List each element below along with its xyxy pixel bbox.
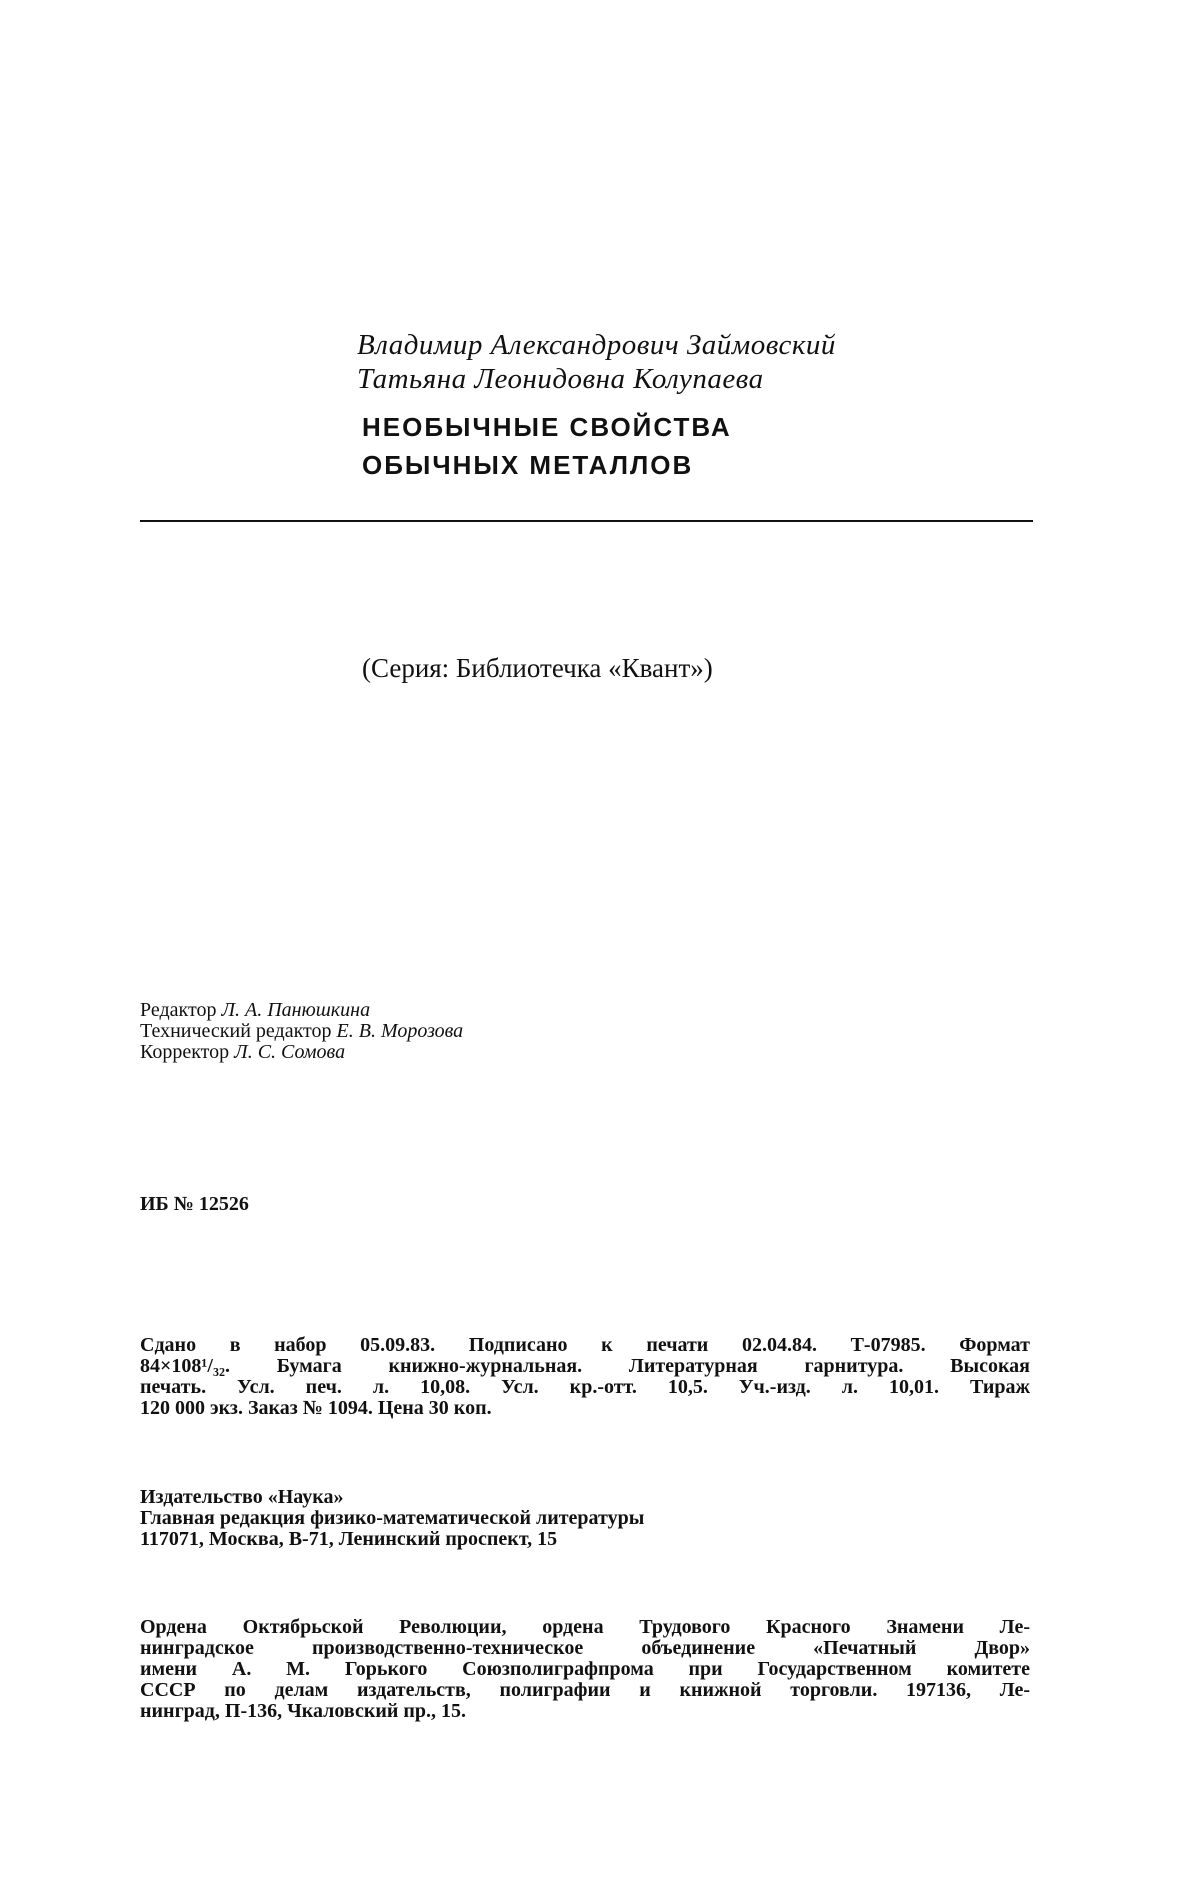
credit-name: Л. С. Сомова bbox=[234, 1041, 346, 1063]
publisher-info bbox=[140, 1487, 1030, 1550]
print-details bbox=[140, 1335, 1030, 1419]
book-title bbox=[362, 408, 732, 484]
printer-info bbox=[140, 1617, 1030, 1722]
credit-line bbox=[140, 1042, 463, 1063]
book-title-line: ОБЫЧНЫХ МЕТАЛЛОВ bbox=[362, 450, 694, 480]
credit-line bbox=[140, 1000, 463, 1021]
print-details-line: Сдано в набор 05.09.83. Подписано к печати 02.04.84. Т-07985. Формат bbox=[140, 1334, 1030, 1356]
printer-line: Ордена Октябрьской Революции, ордена Трудового Красного Знамени Ле- bbox=[140, 1616, 1030, 1638]
authors-block bbox=[357, 328, 836, 396]
credit-role: Редактор bbox=[140, 999, 217, 1021]
credit-role: Корректор bbox=[140, 1041, 230, 1063]
printer-line: имени А. М. Горького Союзполиграфпрома при Государственном комитете bbox=[140, 1658, 1030, 1680]
printer-line: нинградское производственно-техническое объединение «Печатный Двор» bbox=[140, 1637, 1030, 1659]
printer-line: нинград, П-136, Чкаловский пр., 15. bbox=[140, 1700, 467, 1722]
print-details-line: печать. Усл. печ. л. 10,08. Усл. кр.-отт. 10,5. Уч.-изд. л. 10,01. Тираж bbox=[140, 1376, 1030, 1398]
publisher-line: Издательство «Наука» bbox=[140, 1486, 344, 1508]
publisher-line: 117071, Москва, В-71, Ленинский проспект, 15 bbox=[140, 1528, 558, 1550]
publisher-line: Главная редакция физико-математической литературы bbox=[140, 1507, 645, 1529]
credit-line bbox=[140, 1021, 463, 1042]
author-name: Татьяна Леонидовна Колупаева bbox=[357, 363, 764, 395]
credit-name: Е. В. Морозова bbox=[336, 1020, 464, 1042]
print-details-line: 84×108¹/₃₂. Бумага книжно-журнальная. Литературная гарнитура. Высокая bbox=[140, 1355, 1030, 1377]
credit-role: Технический редактор bbox=[140, 1020, 332, 1042]
print-details-line: 120 000 экз. Заказ № 1094. Цена 30 коп. bbox=[140, 1397, 492, 1419]
book-title-line: НЕОБЫЧНЫЕ СВОЙСТВА bbox=[362, 412, 732, 442]
horizontal-rule bbox=[140, 520, 1033, 522]
credit-name: Л. А. Панюшкина bbox=[221, 999, 371, 1021]
author-name: Владимир Александрович Займовский bbox=[357, 329, 836, 361]
series-note: (Серия: Библиотечка «Квант») bbox=[362, 653, 713, 683]
ib-number: ИБ № 12526 bbox=[140, 1193, 249, 1215]
printer-line: СССР по делам издательств, полиграфии и книжной торговли. 197136, Ле- bbox=[140, 1679, 1030, 1701]
credits-block bbox=[140, 1000, 463, 1063]
